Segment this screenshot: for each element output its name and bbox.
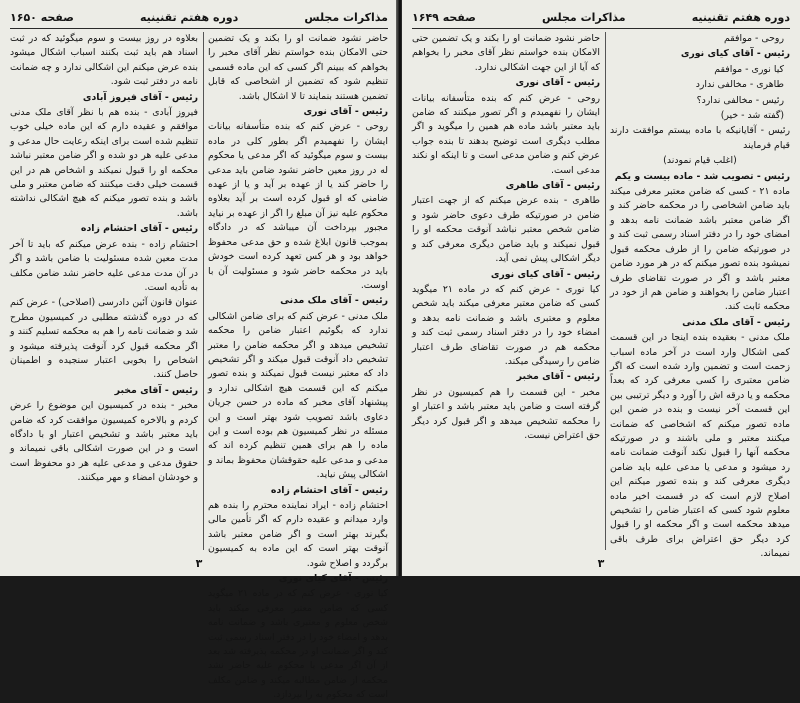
speaker-line: رئیس - آقای نوری [303,106,388,118]
speaker-line: رئیس - تصویب شد - ماده بیست و یکم [614,170,790,182]
paragraph: (اغلب قیام نمودند) [663,155,737,167]
paragraph: حاضر نشود ضمانت او را بکند و یک تضمین حتی الامکان بنده خواستم نظر آقای مخبر را بخواهم که آیا از این جهت اشکالی ندارد. [412,33,600,73]
paragraph: مخبر - این قسمت را هم کمیسیون در نظر گرفته است و ضامن باید معتبر باشد و اعتبار او را محکمه تشخیص میدهد و اگر قبول کرد دیگر حق اعتراض نیست. [412,386,600,441]
paragraph: عنوان قانون آئین دادرسی (اصلاحی) - عرض کنم که در دوره گذشته مطلبی در کمیسیون مطرح شد و ضمانت نامه را هم به محکمه تسلیم کنند و اگر محکمه قبول کرد آنوقت پذیرفته میشود و اشخاص را بخوبی اعتبار سنجیده و اطمینان حاصل کنند. [10,297,198,381]
page-header [10,6,388,29]
paragraph: فیروز آبادی - بنده هم با نظر آقای ملک مدنی موافقم و عقیده دارم که این ماده خیلی خوب تنظیم شده است برای اینکه رعایت حال مدعی و مدعی علیه هر دو شده و اگر ضامن معتبر نباشد محکمه او را قبول نمیکند و اشخاص هم در این قسمت خیلی دقت میکنند که ضامن معتبر و ملی باشد و بنده تصور میکنم که هیچ اشکالی نداشته باشد. [10,107,198,219]
speaker-line: رئیس - آقای فیروز آبادی [82,91,198,103]
speaker-line: رئیس - آقای کیای نوری [278,573,388,585]
header-title: مذاکرات مجلس [304,10,388,24]
paragraph: کیا نوری - موافقم [714,63,784,75]
paragraph: رئیس - آقایانیکه با ماده بیستم موافقت دارند قیام فرمایند [610,125,790,151]
paragraph: روحی - عرض کنم که بنده متأسفانه بیانات ایشان را نفهمیدم اگر بطور کلی در ماده بیست و سوم میگوئید که اگر مدعی یا محکوم له در روز معین حاضر نشود ضامن باید مدعی را حاضر کند یا از عهده بر آید و یا از عهده ضامنی که او قبول کرده است بر آید بعلاوه محکوم علیه نیز آن مبلغ را اگر از عهده بر نیاید مجبور بپرداخت آن میباشد که در دادگاه بموجب قانون ابلاغ شده و حق مدعی محفوظ خواهد بود و هر کس تعهد کرده است خودش باید در محکمه حاضر شود و مسئولیت آن با اوست. [208,121,388,291]
paragraph: احتشام زاده - ایراد نماینده محترم را بنده هم وارد میدانم و عقیده دارم که اگر تأمین مالی بگیرند بهتر است و اگر ضامن معتبر باشد آنوقت بهتر است که این ماده به کمیسیون برگردد و اصلاح شود. [208,500,388,569]
speaker-line: رئیس - آقای ملک مدنی [682,316,790,328]
speaker-line: رئیس - آقای ملک مدنی [280,295,388,307]
header-title: مذاکرات مجلس [541,10,626,24]
page-header [412,6,790,29]
paragraph: طاهری - بنده عرض میکنم که از جهت اعتبار ضامن در صورتیکه طرف دعوی حاضر شود و ضامن شخص معتبر نباشد آنوقت محکمه او را قبول نمیکند و باید ضامن دیگری معرفی کند و دیگر اشکالی پیش نمی آید. [412,195,600,265]
text-column-right [208,32,388,701]
page-footer-number: ۳ [597,557,605,570]
paragraph: (گفته شد - خیر) [720,110,784,122]
text-column-left [412,32,600,550]
header-session: دوره هفتم تقنینیه [139,10,239,24]
text-column-right [610,32,791,560]
speaker-line: رئیس - آقای نوری [515,77,600,89]
paragraph: حاضر نشود ضمانت او را بکند و یک تضمین حتی الامکان بنده خواستم نظر آقای مخبر را بخواهم که ببینم اگر کسی که این ماده قسمی تنظیم شود که تضمین از اشخاصی که قابل تضمین هستند بنمایند تا لا اشکال باشد. [208,33,388,102]
speaker-line: رئیس - آقای کیای نوری [490,268,600,280]
speaker-line: رئیس - آقای کیای نوری [680,48,790,60]
text-column-left [10,32,198,550]
paragraph: مخبر - بنده در کمیسیون این موضوع را عرض کردم و بالاخره کمیسیون موافقت کرد که ضامن باید معتبر باشد و تشخیص اعتبار او با دادگاه است و در این صورت اشکالی باقی نمیماند و حقوق مدعی و مدعی علیه هر دو محفوظ است و خودشان امضاء و مهر میکنند. [10,400,198,484]
paragraph: طاهری - مخالفی ندارد [695,79,784,91]
paragraph: ماده ۲۱ - کسی که ضامن معتبر معرفی میکند باید ضامن اشخاصی را در محکمه حاضر کند و اگر ضامن معتبر باشد ضمانت نامه بدهد و امضای خود را در دفتر اسناد رسمی ثبت کند و در صورتیکه ضامن را از طرف محکمه قبول نمیشود بنده تصور میکنم که در هر مورد ضامن معتبر باشد و اگر در صورت تقاضای طرف اعتبار ضامن را بخواهند و ضامن هم از خود در محکمه ثابت کند. [610,186,791,313]
header-page-number: صفحه ۱۶۴۹ [412,10,476,24]
header-session: دوره هفتم تقنینیه [691,10,790,24]
speaker-line: رئیس - آقای احتشام زاده [80,223,198,235]
speaker-line: رئیس - آقای طاهری [505,180,600,192]
left-page [0,0,398,701]
paragraph: ملک مدنی - عرض کنم که برای ضامن اشکالی ندارد که بگوئیم اعتبار ضامن را محکمه تشخیص میدهد و اگر محکمه ضامن را معتبر تشخیص داد آنوقت قبول میکند و اگر تشخیص داد که معتبر نیست قبول نمیکند و بنده تصور میکنم که این قسمت هیچ اشکالی ندارد و پیشنهاد آقای مخبر که ماده در حسن جریان دعاوی باشد تصویب شود بهتر است و این مسئله در نظر کمیسیون هم بوده است و این ماده را هم برای همین تنظیم کرده اند که مدعی و مدعی علیه حقوقشان محفوظ بماند و اشکالی پیش نیاید. [208,310,388,481]
paragraph: ملک مدنی - بعقیده بنده اینجا در این قسمت کمی اشکال وارد است در آخر ماده اسباب زحمت است و تضمین وارد شده است که اگر ضامن معتبری را کسی معرفی کرد که بعداً محکمه و یا درقه اش را آورد و دیگر ترتیبی بین این قسمت آخر نیست و بنده در ضمن این ماده تصور میکنم که اشخاصی که ضمانت میکنند معتبر و ملی باشند و در صورتیکه محکمه آنها را قبول نکند آنوقت ضمانت نامه رد میشود و مدعی یا مدعی علیه باید ضامن دیگری معرفی کند و بنده تصور میکنم این اصلاح لازم است که در قسمت اخیر ماده معلوم شود کسی که اعتبار ضامن را تشخیص میدهد محکمه است و اگر محکمه او را قبول کرد دیگر حق اعتراض برای طرف باقی نمیماند. [610,332,790,560]
header-page-number: صفحه ۱۶۵۰ [10,10,74,24]
column-divider [605,32,606,550]
paragraph: احتشام زاده - بنده عرض میکنم که باید تا آخر مدت معین شده مسئولیت با ضامن باشد و اگر در آن مدت مدعی علیه حاضر نشد ضامن مکلف به تأدیه است. [10,238,198,293]
column-divider [203,32,204,550]
paragraph: کیا نوری - عرض کنم که در ماده ۲۱ میگوید کسی که ضامن معتبر معرفی میکند باید شخص معلوم و معتبری باشد و ضمانت نامه بدهد و امضاء خود را در دفتر اسناد رسمی ثبت کند و اگر ضمانت او در محکمه پذیرفته شد بعد از آن اگر مدعی یا محکوم علیه حاضر نشد محکمه از ضامن مطالبه میکند و ضامن مکلف است که محکوم به را بپردازد. [208,588,388,701]
speaker-line: رئیس - آقای مخبر [516,371,600,383]
right-page [402,0,800,576]
paragraph: روحی - عرض کنم که بنده متأسفانه بیانات ایشان را نفهمیدم و اگر تصور میکنند که ضامن باید معتبر باشد ماده هم همین را میگوید و اگر مطلب دیگری است توضیح بدهند تا بنده جواب عرض کنم و ضامن مدعی است و تا اینکه او نکند مدعی است. [412,92,600,176]
paragraph: کیا نوری - عرض کنم که در ماده ۲۱ میگوید کسی که ضامن معتبر معرفی میکند باید شخص معلوم و معتبری باشد و ضمانت نامه بدهد و امضاء خود را در دفتر اسناد رسمی ثبت کند و محکمه هم در صورت تقاضای طرف اعتبار ضامن را رسیدگی میکند. [412,283,600,367]
paragraph: بعلاوه در روز بیست و سوم میگوئید که در ثبت اسناد هم باید ثبت بکنند اسباب اشکال میشود بنده عرض میکنم این اشکالی ندارد و چه ضمانت نامه در دفتر ثبت شود. [10,33,198,88]
speaker-line: رئیس - آقای احتشام زاده [270,484,388,496]
speaker-line: رئیس - آقای مخبر [114,384,198,396]
page-footer-number: ۳ [195,557,203,570]
paragraph: رئیس - مخالفی ندارد؟ [696,94,784,106]
paragraph: روحی - موافقم [724,33,784,44]
